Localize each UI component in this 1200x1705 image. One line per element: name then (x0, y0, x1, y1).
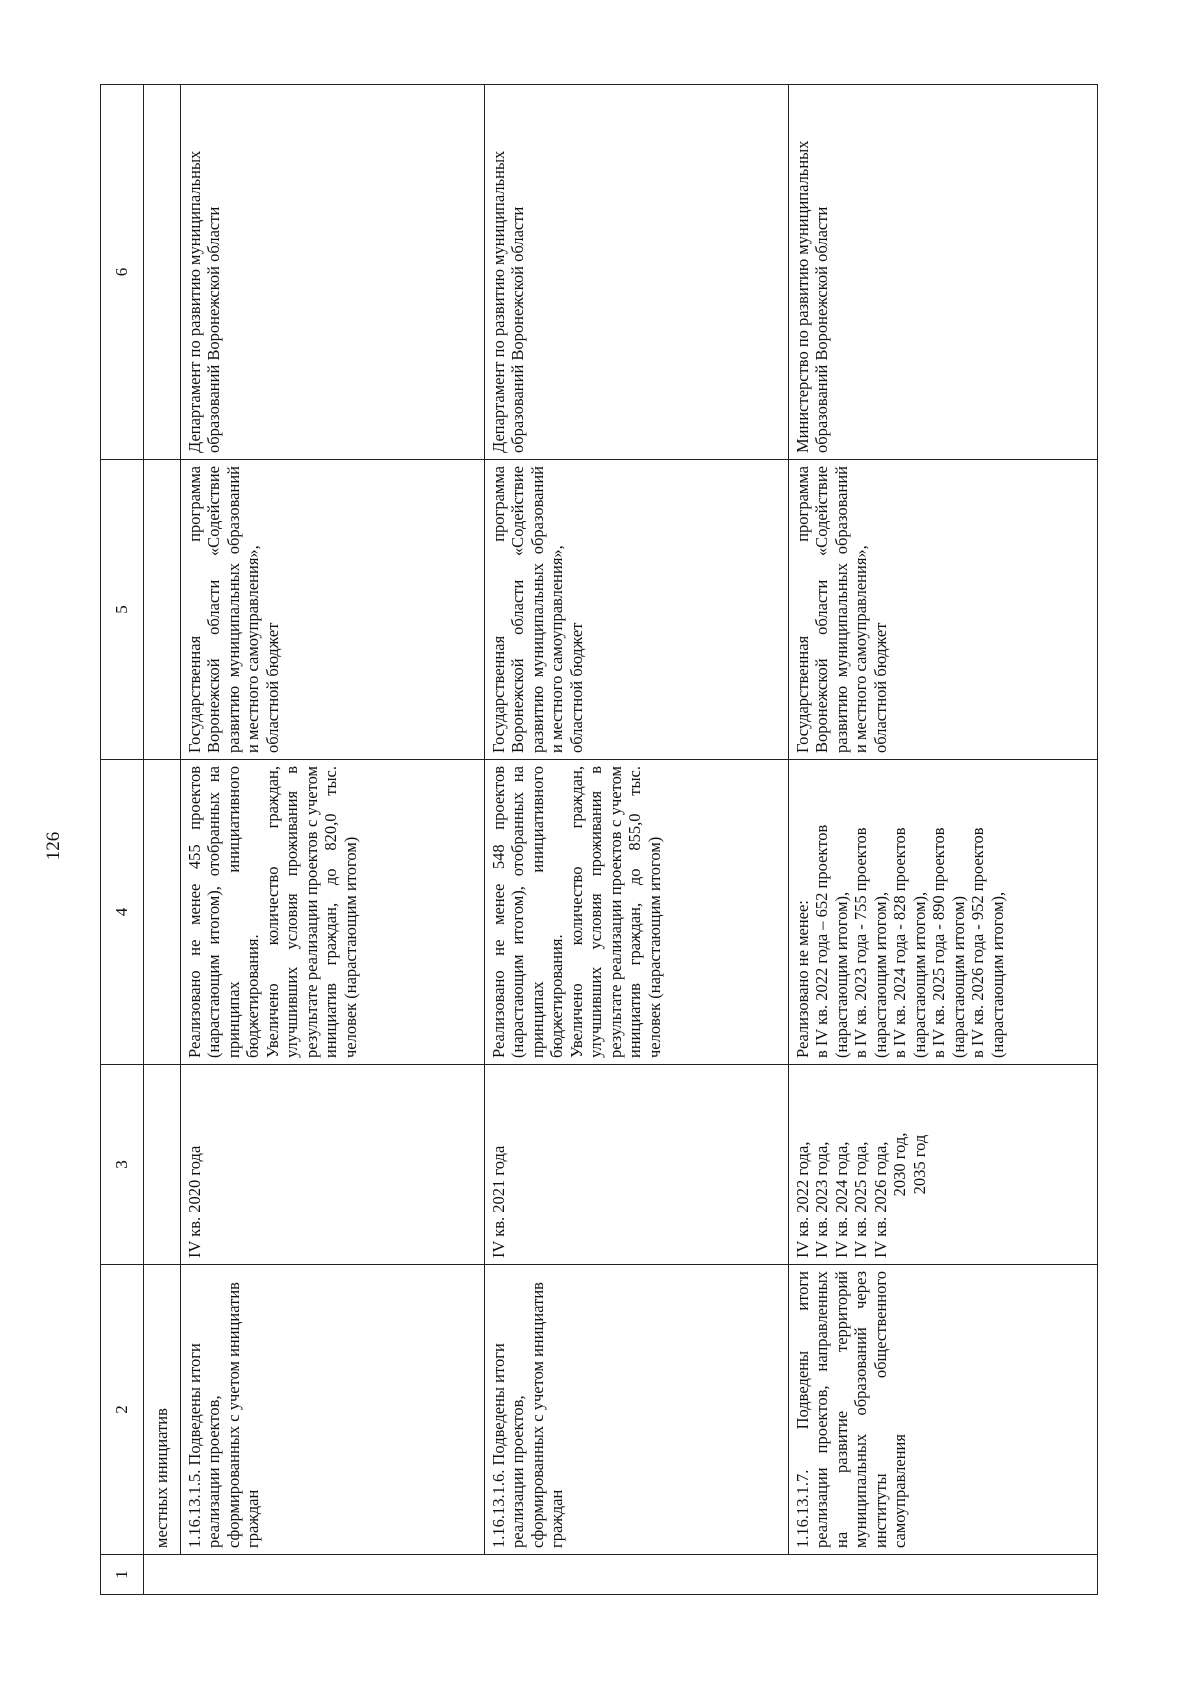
responsible-cell: Департамент по развитию муниципальных образований Воронежской области (181, 85, 485, 460)
result-cell: Реализовано не менее 455 проектов (нарастающим итогом), отобранных на принципах инициативного бюджетирования. Увеличено количество граждан, улучшивших условия проживания в результате реализации проектов с учетом инициатив граждан, до 820,0 тыс. человек (нарастающим итогом) (181, 760, 485, 1065)
table-row (181, 85, 485, 1595)
source-cell: Государственная программа Воронежской области «Содействие развитию муниципальных образований и местного самоуправления», областной бюджет (181, 460, 485, 760)
task-cell: 1.16.13.1.5. Подведены итоги реализации проектов, сформированных с учетом инициатив граждан (181, 1265, 485, 1555)
section-row (144, 85, 181, 1595)
document-page (100, 85, 1145, 1595)
task-cell: 1.16.13.1.6. Подведены итоги реализации проектов, сформированных с учетом инициатив граждан (485, 1265, 789, 1555)
result-cell: Реализовано не менее: в IV кв. 2022 года – 652 проектов (нарастающим итогом), в IV кв. 2023 года - 755 проектов (нарастающим итогом), в IV кв. 2024 года - 828 проектов (нарастающим итогом), в IV кв. 2025 года - 890 проектов (нарастающим итогом) в IV кв. 2026 года - 952 проектов (нарастающим итогом), (789, 760, 1098, 1065)
deadline-cell: IV кв. 2021 года (485, 1065, 789, 1265)
responsible-cell: Департамент по развитию муниципальных образований Воронежской области (485, 85, 789, 460)
rotated-table-container (100, 85, 1145, 1595)
section-label: местных инициатив (144, 1265, 181, 1555)
responsible-cell: Министерство по развитию муниципальных образований Воронежской области (789, 85, 1098, 460)
table-row (789, 85, 1098, 1595)
header-cell-5: 5 (101, 460, 144, 760)
deadline-cell: IV кв. 2020 года (181, 1065, 485, 1265)
table-row (485, 85, 789, 1595)
task-cell: 1.16.13.1.7. Подведены итоги реализации проектов, направленных на развитие территорий муниципальных образований через институты общественного самоуправления (789, 1265, 1098, 1555)
header-cell-4: 4 (101, 760, 144, 1065)
header-cell-2: 2 (101, 1265, 144, 1555)
result-cell: Реализовано не менее 548 проектов (нарастающим итогом), отобранных на принципах инициативного бюджетирования. Увеличено количество граждан, улучшивших условия проживания в результате реализации проектов с учетом инициатив граждан, до 855,0 тыс. человек (нарастающим итогом) (485, 760, 789, 1065)
plan-table (100, 84, 1098, 1595)
header-row (101, 85, 144, 1595)
source-cell: Государственная программа Воронежской области «Содействие развитию муниципальных образований и местного самоуправления», областной бюджет (485, 460, 789, 760)
header-cell-6: 6 (101, 85, 144, 460)
source-cell: Государственная программа Воронежской области «Содействие развитию муниципальных образований и местного самоуправления», областной бюджет (789, 460, 1098, 760)
row-number-cell (144, 1555, 1098, 1595)
page-number: 126 (43, 831, 64, 861)
header-cell-3: 3 (101, 1065, 144, 1265)
header-cell-1: 1 (101, 1555, 144, 1595)
deadline-cell: IV кв. 2022 года, IV кв. 2023 года, IV кв. 2024 года, IV кв. 2025 года, IV кв. 2026 года, 2030 год, 2035 год (789, 1065, 1098, 1265)
